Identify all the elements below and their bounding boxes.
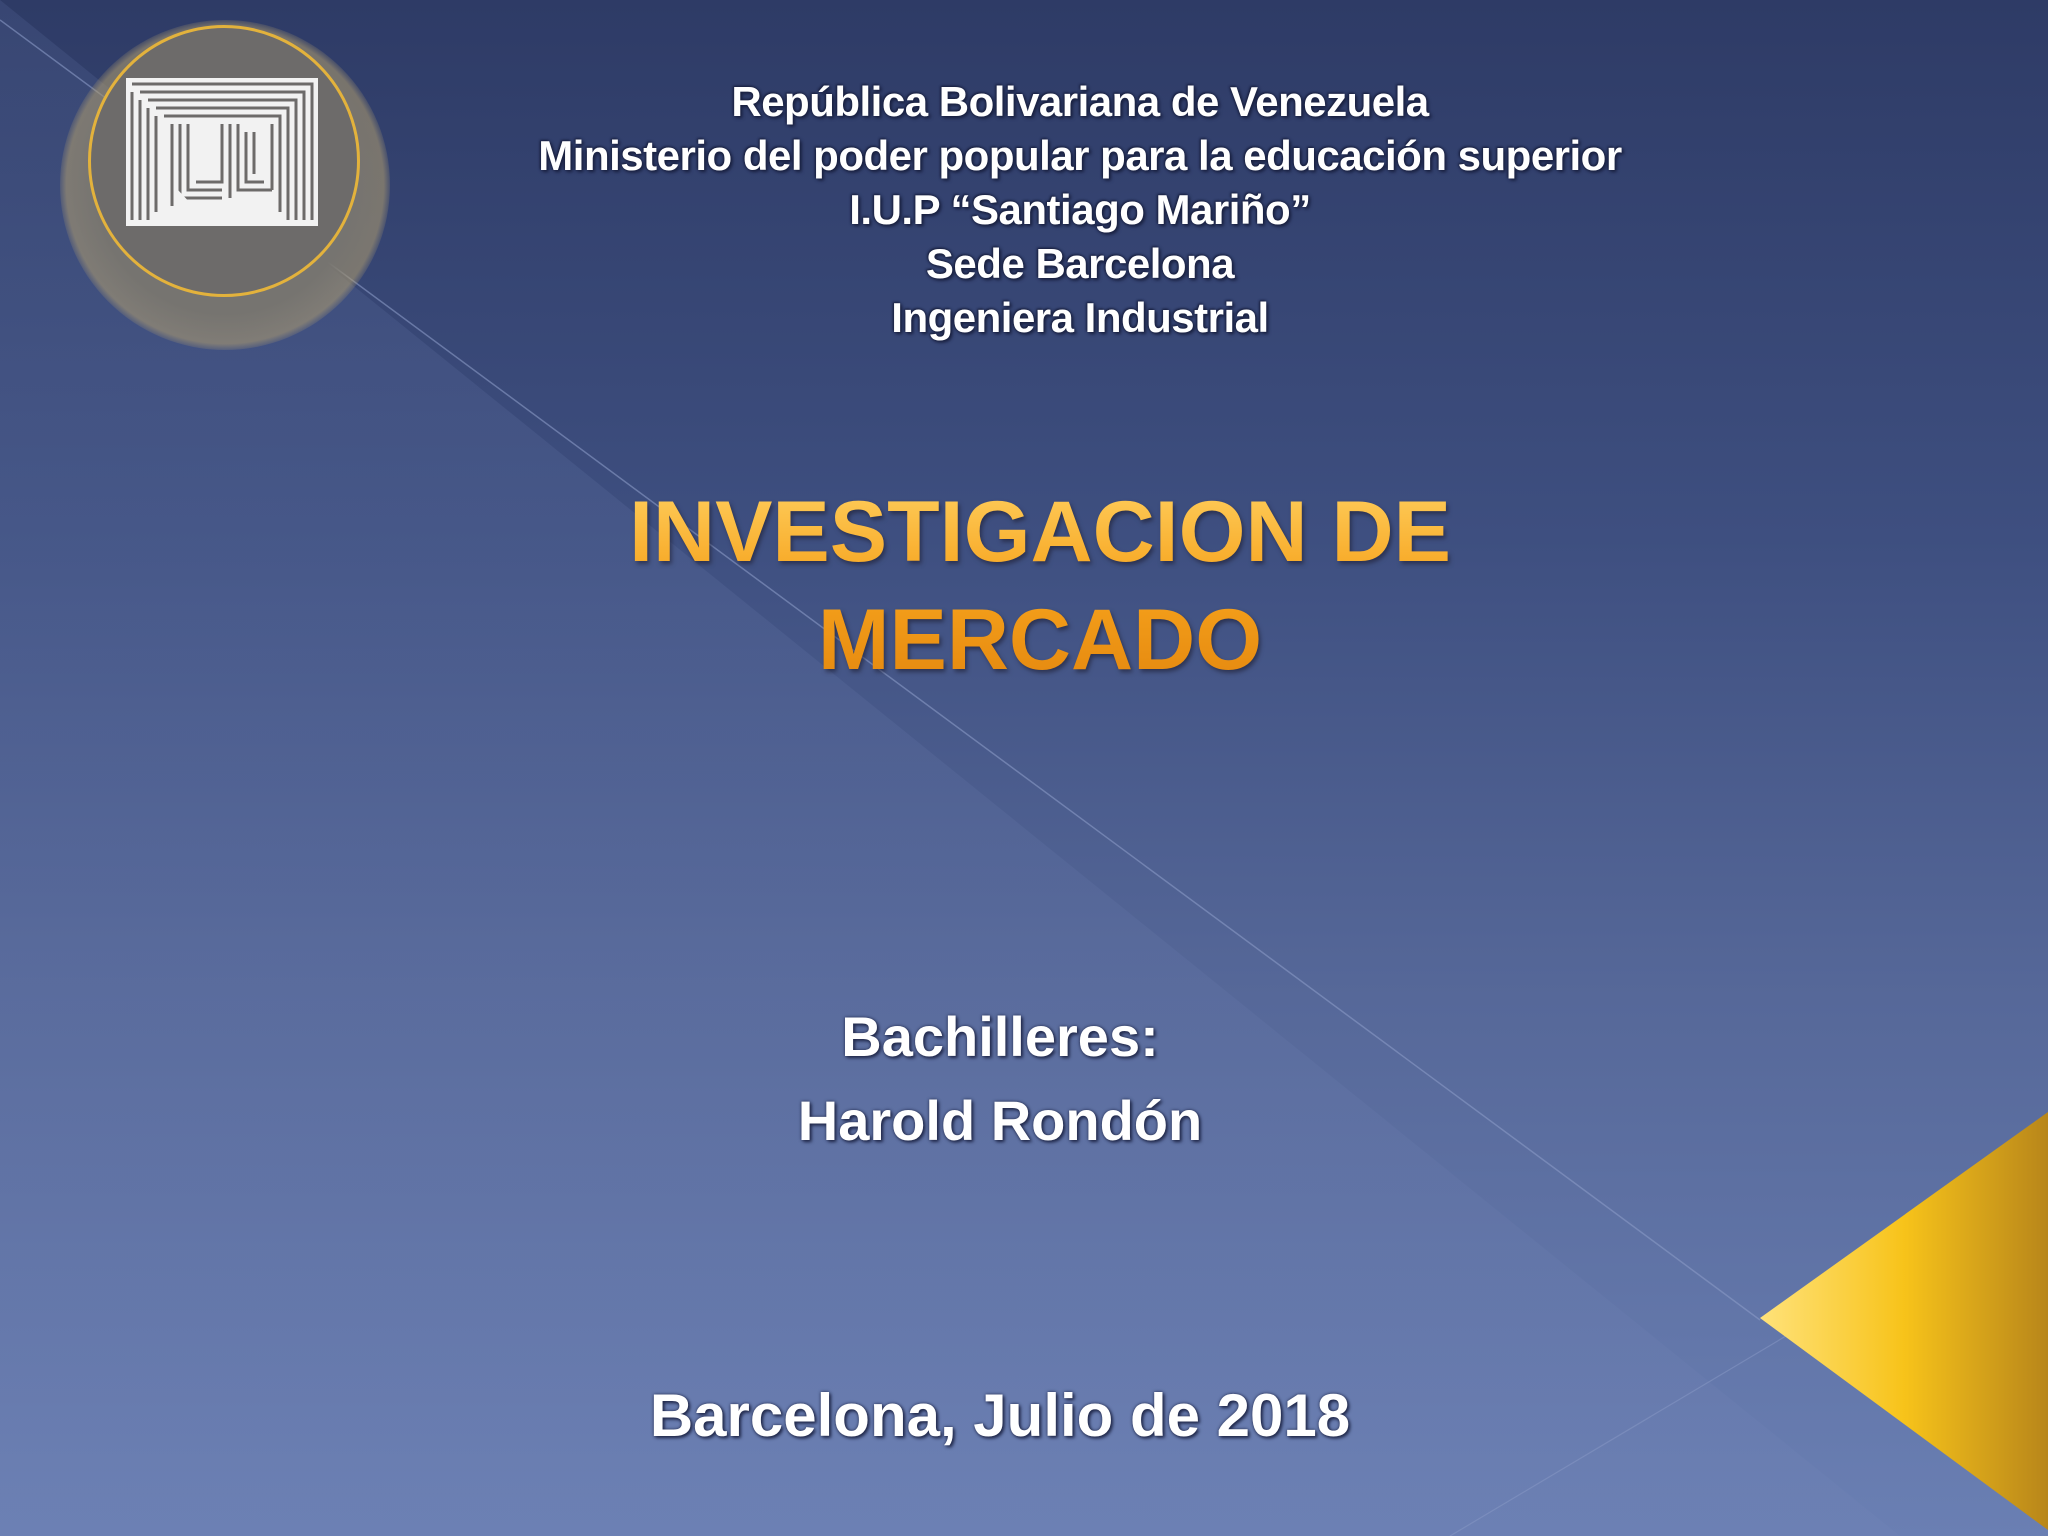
header-campus: Sede Barcelona [925,240,1235,287]
slide-title [440,478,1640,694]
place-date: Barcelona, Julio de 2018 [649,1382,1351,1449]
institution-header [360,75,1800,345]
header-ministry: Ministerio del poder popular para la educación superior [538,132,1622,179]
student-name: Harold Rondón [797,1089,1203,1152]
students-block [600,995,1400,1163]
title-line-1: INVESTIGACION DE [629,484,1451,580]
header-program: Ingeniera Industrial [891,294,1269,341]
institution-logo-icon [126,78,318,226]
header-country: República Bolivariana de Venezuela [731,78,1429,125]
students-label: Bachilleres: [841,1005,1159,1068]
title-line-2: MERCADO [817,592,1263,688]
header-institute: I.U.P “Santiago Mariño” [849,186,1311,233]
